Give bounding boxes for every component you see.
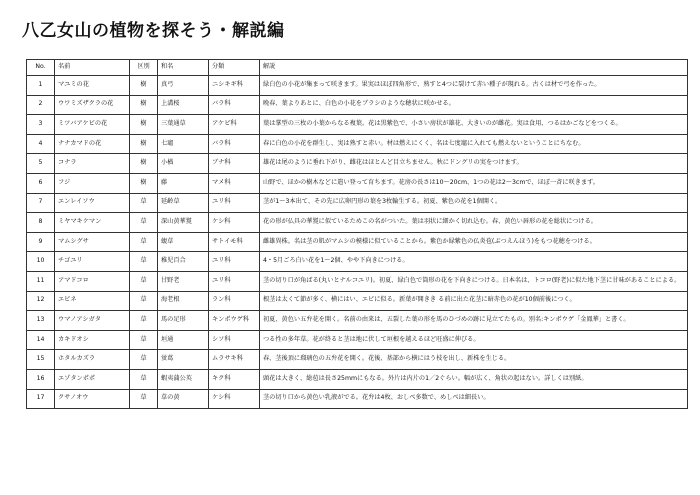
table-row [27, 369, 688, 389]
cell-jp-name: 藤 [158, 173, 209, 193]
table-header [27, 60, 688, 76]
cell-description: 初夏、黄色い五弁花を開く。名前の由来は、五裂した葉の形を馬のひづめの跡に見立てたもの。別名:キンポウゲ「金鳳華」と書く。 [260, 311, 688, 331]
cell-family: アケビ科 [209, 115, 260, 135]
cell-description: 山野で、ほかの樹木などに遣い登って育ちます。花房の長さは10〜20cm、1つの花は2〜3cmで、ほぼ一斉に咲きます。 [260, 173, 688, 193]
table-row [27, 134, 688, 154]
cell-jp-name: 海老根 [158, 291, 209, 311]
cell-description: 晩春、葉よりあとに、白色の小花をブラシのような穂状に咲かせる。 [260, 95, 688, 115]
cell-jp-name: 三葉通草 [158, 115, 209, 135]
cell-jp-name: 稚児百合 [158, 252, 209, 272]
header-jp-name: 和名 [158, 60, 209, 76]
cell-kind: 樹 [130, 76, 158, 96]
cell-jp-name: 蝦夷蒲公英 [158, 369, 209, 389]
cell-jp-name: 真弓 [158, 76, 209, 96]
cell-description: 4・5月ごろ白い花を1〜2個、やや下向きにつける。 [260, 252, 688, 272]
cell-no: 10 [27, 252, 55, 272]
cell-jp-name: 垣通 [158, 330, 209, 350]
table-row [27, 213, 688, 233]
cell-no: 11 [27, 271, 55, 291]
header-no: No. [27, 60, 55, 76]
cell-description: 頭花は大きく、総苞は長さ25mmにもなる。外片は内片の1／2ぐらい。幅が広く、角状の起はない。詳しくは別紙。 [260, 369, 688, 389]
cell-family: ユリ科 [209, 193, 260, 213]
cell-name: ウマノアシガタ [55, 311, 130, 331]
cell-family: ラン科 [209, 291, 260, 311]
header-kind: 区別 [130, 60, 158, 76]
cell-kind: 樹 [130, 154, 158, 174]
cell-description: 根茎は太くて節が多く、横にはい、エビに似る。新葉が開きき る前に出た花茎に暗赤色の花が10個前後につく。 [260, 291, 688, 311]
cell-description: 茎の切り口が角ばる(丸いとナルコユリ)。初夏、緑白色で筒形の花を下向きにつける。日本名は、トコロ(野老)に似た地下茎に甘味があることによる。 [260, 271, 688, 291]
cell-name: アマドコロ [55, 271, 130, 291]
table-row [27, 173, 688, 193]
table-row [27, 291, 688, 311]
cell-kind: 樹 [130, 134, 158, 154]
cell-family: ブナ科 [209, 154, 260, 174]
cell-family: サトイモ科 [209, 232, 260, 252]
cell-no: 2 [27, 95, 55, 115]
cell-no: 16 [27, 369, 55, 389]
cell-family: ニシキギ科 [209, 76, 260, 96]
cell-description: 春、茎後頂に瑠璃色の五弁花を開く。花後、基部から横にはう枝を出し、新株を生じる。 [260, 350, 688, 370]
cell-no: 12 [27, 291, 55, 311]
cell-jp-name: 甘野老 [158, 271, 209, 291]
cell-kind: 草 [130, 389, 158, 409]
cell-jp-name: 蛍葛 [158, 350, 209, 370]
cell-family: キンポウゲ科 [209, 311, 260, 331]
cell-name: カキドオシ [55, 330, 130, 350]
plant-table [26, 59, 688, 409]
cell-description: 春に白色の小花を群生し、実は熟すと赤い。材は燃えにくく、名は七度竈に入れても燃えないということにちなむ。 [260, 134, 688, 154]
cell-no: 6 [27, 173, 55, 193]
cell-description: 雄花は尾のように垂れ下がり、雌花はほとんど目立ちません。秋にドングリの実をつけます。 [260, 154, 688, 174]
cell-kind: 草 [130, 311, 158, 331]
cell-name: エンレイソウ [55, 193, 130, 213]
table-row [27, 95, 688, 115]
cell-kind: 草 [130, 193, 158, 213]
cell-description: 茎が1〜3本出て、その先に広卵円形の葉を3枚輪生する。初夏、紫色の花を1個開く。 [260, 193, 688, 213]
cell-name: ナナカマドの花 [55, 134, 130, 154]
table-row [27, 232, 688, 252]
cell-name: マムシグサ [55, 232, 130, 252]
cell-description: 茎の切り口から黄色い乳液がでる。花弁は4枚、おしべ多数で、めしべは細長い。 [260, 389, 688, 409]
cell-name: エビネ [55, 291, 130, 311]
table-row [27, 271, 688, 291]
cell-name: エゾタンポポ [55, 369, 130, 389]
cell-no: 8 [27, 213, 55, 233]
table-row [27, 350, 688, 370]
cell-jp-name: 草の黄 [158, 389, 209, 409]
cell-family: ムラサキ科 [209, 350, 260, 370]
cell-kind: 草 [130, 252, 158, 272]
cell-jp-name: 小楢 [158, 154, 209, 174]
header-family: 分類 [209, 60, 260, 76]
cell-description: つる性の多年草。花が終ると茎は地に伏して垣根を越えるほど旺盛に伸びる。 [260, 330, 688, 350]
cell-description: 花の形が仏具の華鬘に似ているためこの名がついた。葉は羽状に細かく切れ込む。春、黄色い唇形の花を総状につける。 [260, 213, 688, 233]
cell-family: マメ科 [209, 173, 260, 193]
cell-no: 4 [27, 134, 55, 154]
cell-kind: 草 [130, 330, 158, 350]
cell-description: 葉は掌型の三枚の小葉からなる複葉。花は黒紫色で、小さい房状が雄花、大きいのが雌花。実は食用、つるはかごなどをつくる。 [260, 115, 688, 135]
cell-name: フジ [55, 173, 130, 193]
cell-jp-name: 馬の足形 [158, 311, 209, 331]
cell-kind: 草 [130, 271, 158, 291]
cell-name: コナラ [55, 154, 130, 174]
cell-no: 15 [27, 350, 55, 370]
table-row [27, 154, 688, 174]
cell-kind: 草 [130, 213, 158, 233]
cell-name: チゴユリ [55, 252, 130, 272]
header-name: 名前 [55, 60, 130, 76]
cell-kind: 草 [130, 291, 158, 311]
cell-family: シソ科 [209, 330, 260, 350]
cell-no: 7 [27, 193, 55, 213]
cell-family: キク科 [209, 369, 260, 389]
cell-no: 13 [27, 311, 55, 331]
page-title: 八乙女山の植物を探そう・解説編 [22, 21, 285, 41]
table-body [27, 76, 688, 409]
cell-kind: 樹 [130, 173, 158, 193]
cell-family: バラ科 [209, 134, 260, 154]
cell-jp-name: 蝮草 [158, 232, 209, 252]
cell-jp-name: 七竈 [158, 134, 209, 154]
cell-no: 14 [27, 330, 55, 350]
table-row [27, 193, 688, 213]
cell-kind: 草 [130, 369, 158, 389]
cell-no: 3 [27, 115, 55, 135]
cell-no: 5 [27, 154, 55, 174]
cell-family: ユリ科 [209, 271, 260, 291]
cell-family: ケシ科 [209, 213, 260, 233]
cell-no: 1 [27, 76, 55, 96]
table-row [27, 389, 688, 409]
table-row [27, 311, 688, 331]
cell-name: ホタルカズラ [55, 350, 130, 370]
cell-jp-name: 深山黄華鬘 [158, 213, 209, 233]
cell-family: ケシ科 [209, 389, 260, 409]
cell-no: 17 [27, 389, 55, 409]
cell-name: ミツバアケビの花 [55, 115, 130, 135]
cell-family: ユリ科 [209, 252, 260, 272]
cell-kind: 草 [130, 350, 158, 370]
cell-name: マユミの花 [55, 76, 130, 96]
table-row [27, 115, 688, 135]
cell-description: 緑白色の小花が集まって咲きます。果実はほぼ四角形で、熟すと4つに裂けて赤い種子が現れる。古くは材で弓を作った。 [260, 76, 688, 96]
cell-jp-name: 上溝桜 [158, 95, 209, 115]
cell-name: クサノオウ [55, 389, 130, 409]
table-row [27, 76, 688, 96]
header-row [27, 60, 688, 76]
cell-no: 9 [27, 232, 55, 252]
cell-name: ウワミズザクラの花 [55, 95, 130, 115]
cell-kind: 樹 [130, 95, 158, 115]
header-description: 解説 [260, 60, 688, 76]
cell-jp-name: 延齢草 [158, 193, 209, 213]
table-row [27, 330, 688, 350]
cell-description: 雌雄異株。名は茎の肌がマムシの模様に似ていることから。紫色か緑紫色の仏炎苞(ぶつえんほう)をもつ花穂をつける。 [260, 232, 688, 252]
table-row [27, 252, 688, 272]
cell-kind: 草 [130, 232, 158, 252]
cell-family: バラ科 [209, 95, 260, 115]
cell-kind: 樹 [130, 115, 158, 135]
cell-name: ミヤマキケマン [55, 213, 130, 233]
